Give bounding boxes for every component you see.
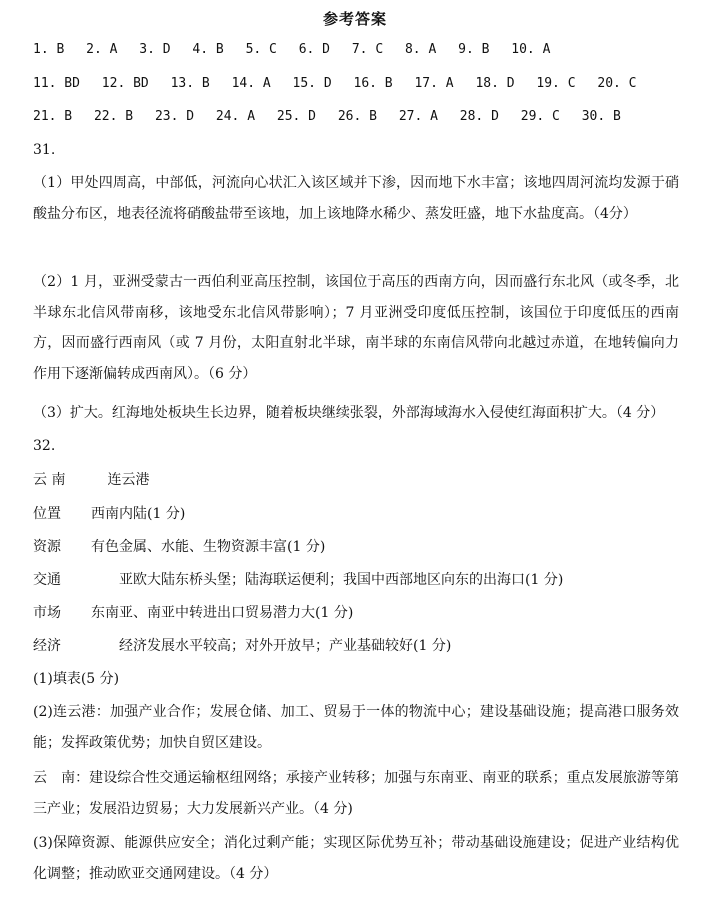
mc-answer: 26. B [337, 109, 377, 124]
mc-answer: 23. D [154, 109, 195, 124]
mc-answer: 5. C [245, 42, 277, 57]
mc-answer: 2. A [86, 42, 118, 57]
mc-answer: 10. A [511, 42, 551, 57]
mc-row-3 [33, 107, 635, 127]
mc-answer: 16. B [353, 76, 393, 91]
row-value: 有色金属、水能、生物资源丰富(1 分) [91, 539, 326, 555]
mc-answer: 14. A [231, 76, 271, 91]
mc-answer: 17. A [414, 76, 454, 91]
mc-answer: 6. D [298, 42, 331, 57]
row-value: 亚欧大陆东桥头堡；陆海联运便利；我国中西部地区向东的出海口(1 分) [119, 572, 564, 588]
q32-row-transport [33, 570, 563, 590]
mc-answer: 11. BD [33, 76, 80, 91]
header-lianyungang: 连云港 [107, 472, 150, 488]
row-label: 交通 [33, 572, 61, 588]
mc-answer: 4. B [192, 42, 224, 57]
q32-part1: (1)填表(5 分) [33, 671, 120, 687]
mc-answer: 24. A [215, 109, 256, 124]
row-label: 资源 [33, 539, 61, 555]
mc-row-2 [33, 74, 651, 94]
row-label: 经济 [33, 638, 61, 654]
q31-part3: （3）扩大。红海地处板块生长边界，随着板块继续张裂，外部海域海水入侵使红海面积扩大。（4 分） [33, 405, 665, 421]
q32-number: 32. [33, 438, 56, 454]
mc-answer: 3. D [139, 42, 171, 57]
mc-answer: 9. B [458, 42, 490, 57]
mc-answer: 30. B [581, 109, 621, 124]
mc-answer: 27. A [398, 109, 438, 124]
q32-part3: (3)保障资源、能源供应安全；消化过剩产能；实现区际优势互补；带动基础设施建设；促进产业结构优化调整；推动欧亚交通网建设。（4 分） [33, 835, 679, 882]
mc-row-1 [33, 40, 564, 60]
q31-part1: （1）甲处四周高，中部低，河流向心状汇入该区域并下渗，因而地下水丰富；该地四周河流均发源于硝酸盐分布区，地表径流将硝酸盐带至该地，加上该地降水稀少、蒸发旺盛，地下水盐度高。（4分） [33, 175, 679, 222]
q32-row-location [33, 504, 185, 524]
page-title: 参考答案 [322, 10, 387, 28]
mc-answer: 8. A [404, 42, 437, 57]
q32-part2-lianyungang: (2)连云港：加强产业合作；发展仓储、加工、贸易于一体的物流中心；建设基础设施；提高港口服务效能；发挥政策优势；加快自贸区建设。 [33, 704, 679, 751]
q32-part2-yunnan: 云 南：建设综合性交通运输枢纽网络；承接产业转移；加强与东南亚、南亚的联系；重点发展旅游等第三产业；发展沿边贸易；大力发展新兴产业。（4 分) [33, 770, 679, 817]
mc-answer: 28. D [459, 109, 499, 124]
q31-part2: （2）1 月，亚洲受蒙古一西伯利亚高压控制，该国位于高压的西南方向，因而盛行东北风（或冬季，北半球东北信风带南移，该地受东北信风带影响）；7 月亚洲受印度低压控制，该国位于印度低压的西南方，因而盛行西南风（或 7 月份，太阳直射北半球，南半球的东南信风带向北越过赤道，在地转偏向力作用下逐渐偏转成西南风）。（6 分） [33, 274, 679, 382]
mc-answer: 21. B [33, 109, 73, 124]
mc-answer: 20. C [597, 76, 637, 91]
q32-row-resources [33, 537, 325, 557]
row-label: 市场 [33, 605, 61, 621]
row-value: 西南内陆(1 分) [91, 506, 186, 522]
q31-number: 31. [33, 142, 56, 158]
header-yunnan: 云 南 [33, 472, 66, 488]
mc-answer: 25. D [276, 109, 317, 124]
row-label: 位置 [33, 506, 61, 522]
mc-answer: 18. D [475, 76, 515, 91]
q32-table-header [33, 470, 149, 490]
mc-answer: 13. B [170, 76, 210, 91]
mc-answer: 29. C [520, 109, 560, 124]
q32-row-market [33, 603, 353, 623]
row-value: 东南亚、南亚中转进出口贸易潜力大(1 分) [91, 605, 354, 621]
mc-answer: 12. BD [101, 76, 149, 91]
mc-answer: 15. D [292, 76, 332, 91]
q32-row-economy [33, 636, 451, 656]
mc-answer: 1. B [33, 42, 65, 57]
mc-answer: 7. C [351, 42, 384, 57]
row-value: 经济发展水平较高；对外开放早；产业基础较好(1 分) [119, 638, 452, 654]
mc-answer: 19. C [536, 76, 576, 91]
mc-answer: 22. B [93, 109, 134, 124]
